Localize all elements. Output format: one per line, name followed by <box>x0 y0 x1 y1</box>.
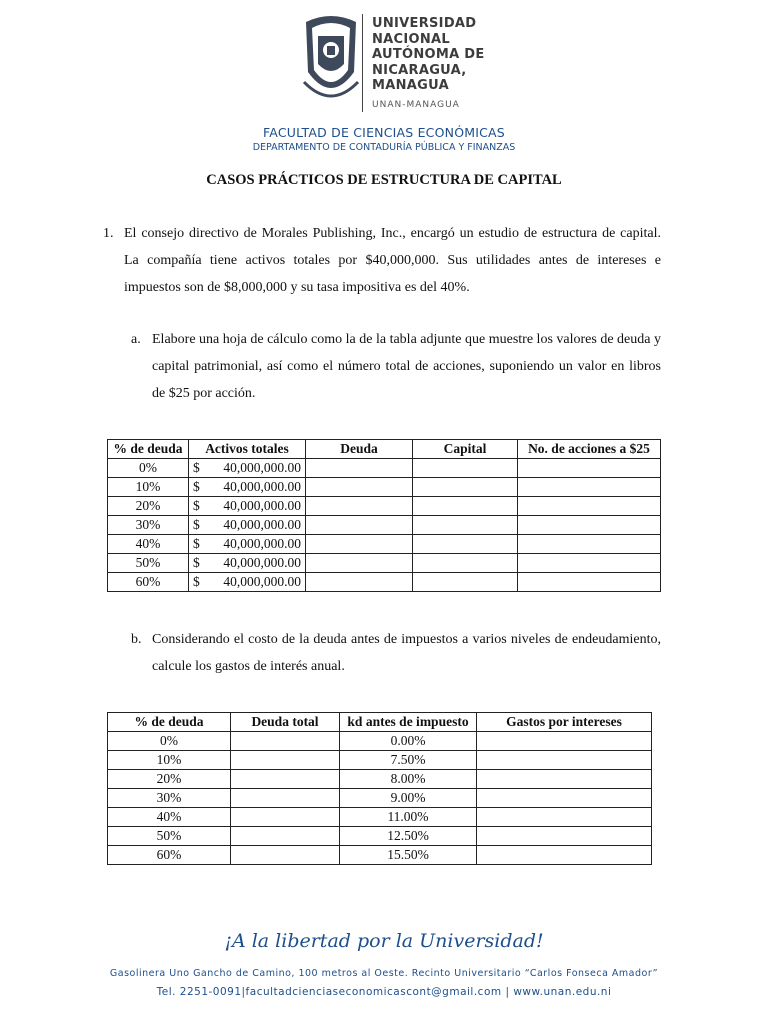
total-assets-cell <box>189 516 306 535</box>
debt-percent-cell: 40% <box>108 808 231 827</box>
total-assets-value: 40,000,000.00 <box>223 460 301 475</box>
debt-cell <box>306 516 413 535</box>
debt-cell <box>306 497 413 516</box>
shares-cell <box>518 535 661 554</box>
table-row <box>108 732 652 751</box>
column-header: Deuda <box>306 440 413 459</box>
kd-cell: 15.50% <box>340 846 477 865</box>
debt-percent-cell: 30% <box>108 789 231 808</box>
total-assets-cell <box>189 478 306 497</box>
shares-cell <box>518 554 661 573</box>
column-header: No. de acciones a $25 <box>518 440 661 459</box>
equity-cell <box>413 516 518 535</box>
footer-contact: Tel. 2251-0091|facultadcienciaseconomicascont@gmail.com | www.unan.edu.ni <box>156 986 612 998</box>
total-debt-cell <box>231 827 340 846</box>
debt-equity-table <box>107 439 661 592</box>
table-header-row <box>108 713 652 732</box>
university-short-name: UNAN-MANAGUA <box>372 100 460 110</box>
total-assets-value: 40,000,000.00 <box>223 517 301 532</box>
kd-cell: 8.00% <box>340 770 477 789</box>
total-assets-value: 40,000,000.00 <box>223 574 301 589</box>
question-number: 1. <box>103 226 114 241</box>
table-row <box>108 770 652 789</box>
total-debt-cell <box>231 846 340 865</box>
table-row <box>108 497 661 516</box>
header-divider <box>362 14 363 112</box>
debt-cell <box>306 535 413 554</box>
university-crest-logo <box>300 12 362 110</box>
interest-expense-table <box>107 712 652 865</box>
university-line: MANAGUA <box>372 78 449 93</box>
table-row <box>108 554 661 573</box>
university-line: AUTÓNOMA DE <box>372 47 485 62</box>
debt-percent-cell: 0% <box>108 732 231 751</box>
total-debt-cell <box>231 808 340 827</box>
interest-expense-cell <box>477 751 652 770</box>
total-assets-cell <box>189 554 306 573</box>
shares-cell <box>518 497 661 516</box>
part-b-text: Considerando el costo de la deuda antes de impuestos a varios niveles de endeudamiento, calcule los gastos de interés anual. <box>152 632 661 674</box>
equity-cell <box>413 535 518 554</box>
table-row <box>108 846 652 865</box>
shares-cell <box>518 573 661 592</box>
interest-expense-cell <box>477 770 652 789</box>
debt-percent-cell: 30% <box>108 516 189 535</box>
part-a-text: Elabore una hoja de cálculo como la de la tabla adjunte que muestre los valores de deuda y capital patrimonial, así como el número total de acciones, suponiendo un valor en libros de $25 por acción. <box>152 332 661 401</box>
table-row <box>108 459 661 478</box>
currency-symbol: $ <box>193 574 200 589</box>
shares-cell <box>518 459 661 478</box>
column-header: Activos totales <box>189 440 306 459</box>
currency-symbol: $ <box>193 536 200 551</box>
total-debt-cell <box>231 751 340 770</box>
debt-percent-cell: 20% <box>108 497 189 516</box>
kd-cell: 11.00% <box>340 808 477 827</box>
debt-percent-cell: 0% <box>108 459 189 478</box>
table-header-row <box>108 440 661 459</box>
part-a-letter: a. <box>131 332 141 347</box>
footer-motto: ¡A la libertad por la Universidad! <box>224 930 544 952</box>
currency-symbol: $ <box>193 517 200 532</box>
department-name: DEPARTAMENTO DE CONTADURÍA PÚBLICA Y FINANZAS <box>252 142 516 153</box>
debt-percent-cell: 20% <box>108 770 231 789</box>
university-name <box>372 16 485 94</box>
question-text: El consejo directivo de Morales Publishing, Inc., encargó un estudio de estructura de capital. La compañía tiene activos totales por $40,000,000. Sus utilidades antes de intereses e impuestos son de $8,000,000 y su tasa impositiva es del 40%. <box>124 226 661 295</box>
kd-cell: 12.50% <box>340 827 477 846</box>
equity-cell <box>413 573 518 592</box>
interest-expense-cell <box>477 846 652 865</box>
table-row <box>108 827 652 846</box>
interest-expense-cell <box>477 808 652 827</box>
total-assets-cell <box>189 573 306 592</box>
university-line: NACIONAL <box>372 31 450 47</box>
debt-cell <box>306 554 413 573</box>
total-debt-cell <box>231 732 340 751</box>
kd-cell: 9.00% <box>340 789 477 808</box>
interest-expense-cell <box>477 732 652 751</box>
column-header: Capital <box>413 440 518 459</box>
currency-symbol: $ <box>193 555 200 570</box>
table-row <box>108 751 652 770</box>
interest-expense-cell <box>477 789 652 808</box>
interest-expense-cell <box>477 827 652 846</box>
total-debt-cell <box>231 789 340 808</box>
total-debt-cell <box>231 770 340 789</box>
table-row <box>108 478 661 497</box>
table-row <box>108 573 661 592</box>
footer-address: Gasolinera Uno Gancho de Camino, 100 metros al Oeste. Recinto Universitario “Carlos Fonseca Amador” <box>109 968 659 979</box>
total-assets-cell <box>189 497 306 516</box>
kd-cell: 7.50% <box>340 751 477 770</box>
debt-percent-cell: 60% <box>108 846 231 865</box>
table-row <box>108 789 652 808</box>
column-header: kd antes de impuesto <box>340 713 477 732</box>
column-header: % de deuda <box>108 713 231 732</box>
debt-percent-cell: 50% <box>108 554 189 573</box>
debt-cell <box>306 478 413 497</box>
currency-symbol: $ <box>193 479 200 494</box>
debt-percent-cell: 40% <box>108 535 189 554</box>
kd-cell: 0.00% <box>340 732 477 751</box>
debt-cell <box>306 573 413 592</box>
currency-symbol: $ <box>193 460 200 475</box>
table-row <box>108 535 661 554</box>
total-assets-value: 40,000,000.00 <box>223 555 301 570</box>
part-b-letter: b. <box>131 632 142 647</box>
currency-symbol: $ <box>193 498 200 513</box>
university-line: UNIVERSIDAD <box>372 16 477 31</box>
debt-percent-cell: 10% <box>108 478 189 497</box>
total-assets-cell <box>189 459 306 478</box>
table-row <box>108 808 652 827</box>
shares-cell <box>518 516 661 535</box>
total-assets-value: 40,000,000.00 <box>223 479 301 494</box>
university-line: NICARAGUA, <box>372 62 467 78</box>
equity-cell <box>413 554 518 573</box>
table-row <box>108 516 661 535</box>
debt-percent-cell: 60% <box>108 573 189 592</box>
debt-percent-cell: 50% <box>108 827 231 846</box>
page-title: CASOS PRÁCTICOS DE ESTRUCTURA DE CAPITAL <box>206 172 562 188</box>
total-assets-value: 40,000,000.00 <box>223 498 301 513</box>
total-assets-value: 40,000,000.00 <box>223 536 301 551</box>
equity-cell <box>413 459 518 478</box>
shares-cell <box>518 478 661 497</box>
debt-percent-cell: 10% <box>108 751 231 770</box>
faculty-name: FACULTAD DE CIENCIAS ECONÓMICAS <box>263 125 505 140</box>
equity-cell <box>413 478 518 497</box>
column-header: Deuda total <box>231 713 340 732</box>
debt-cell <box>306 459 413 478</box>
column-header: % de deuda <box>108 440 189 459</box>
column-header: Gastos por intereses <box>477 713 652 732</box>
equity-cell <box>413 497 518 516</box>
total-assets-cell <box>189 535 306 554</box>
